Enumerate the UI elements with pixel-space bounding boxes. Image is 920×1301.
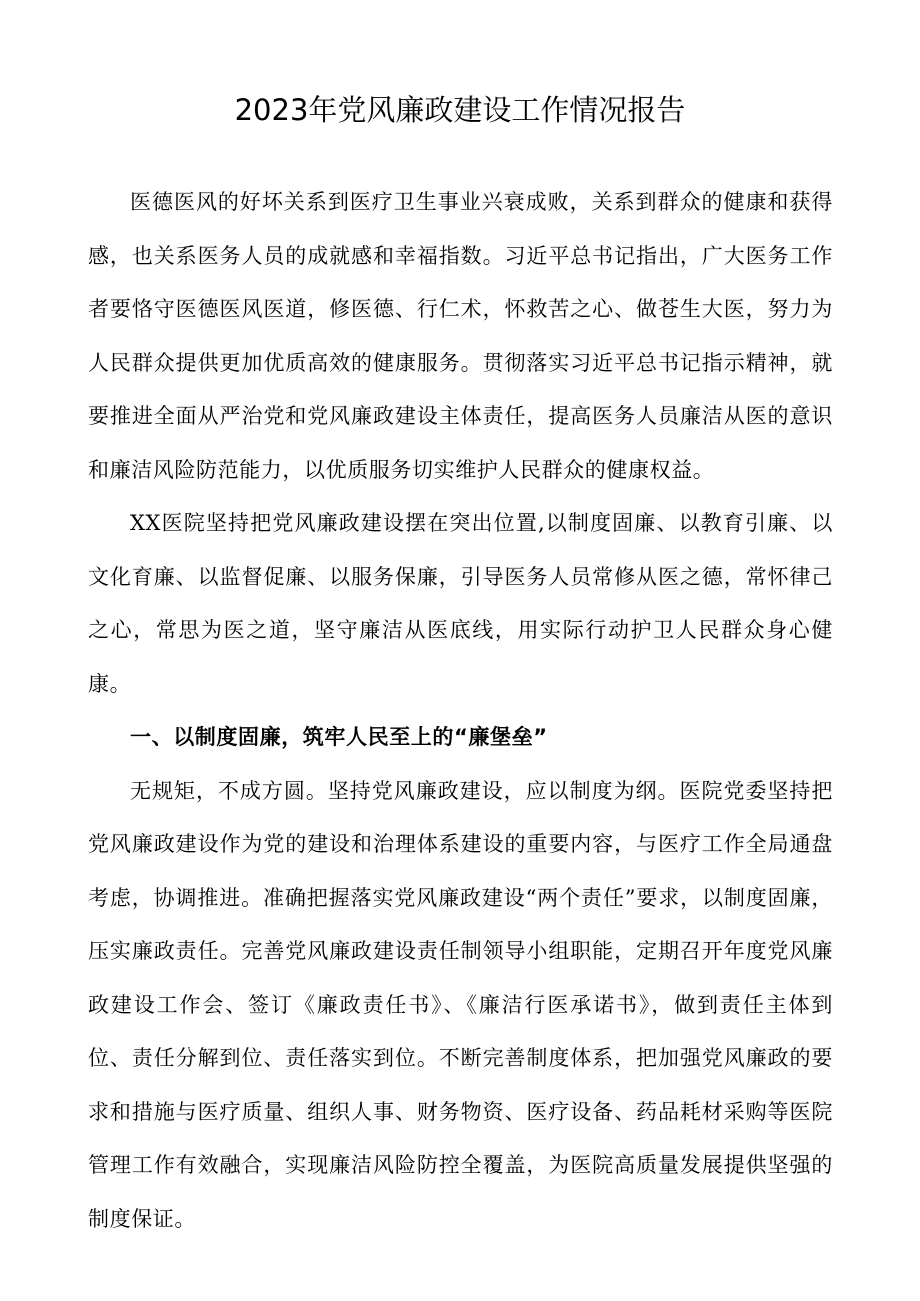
section-paragraph: 无规矩，不成方圆。坚持党风廉政建设，应以制度为纲。医院党委坚持把党风廉政建设作为党的建设和治理体系建设的重要内容，与医疗工作全局通盘考虑，协调推进。准确把握落实党风廉政建设“两个责任”要求，以制度固廉，压实廉政责任。完善党风廉政建设责任制领导小组职能，定期召开年度党风廉政建设工作会、签订《廉政责任书》、《廉洁行医承诺书》，做到责任主体到位、责任分解到位、责任落实到位。不断完善制度体系，把加强党风廉政的要求和措施与医疗质量、组织人事、财务物资、医疗设备、药品耗材采购等医院管理工作有效融合，实现廉洁风险防控全覆盖，为医院高质量发展提供坚强的制度保证。	[88, 778, 833, 1231]
document-body	[88, 176, 833, 1246]
intro-paragraph: 医德医风的好坏关系到医疗卫生事业兴衰成败，关系到群众的健康和获得感，也关系医务人员的成就感和幸福指数。习近平总书记指出，广大医务工作者要恪守医德医风医道，修医德、行仁术，怀救苦之心、做苍生大医，努力为人民群众提供更加优质高效的健康服务。贯彻落实习近平总书记指示精神，就要推进全面从严治党和党风廉政建设主体责任，提高医务人员廉洁从医的意识和廉洁风险防范能力，以优质服务切实维护人民群众的健康权益。	[88, 190, 833, 482]
overview-paragraph: XX医院坚持把党风廉政建设摆在突出位置,以制度固廉、以教育引廉、以文化育廉、以监督促廉、以服务保廉，引导医务人员常修从医之德，常怀律己之心，常思为医之道，坚守廉洁从医底线，用实际行动护卫人民群众身心健康。	[88, 511, 833, 696]
document-title: 2023年党风廉政建设工作情况报告	[234, 93, 686, 127]
section-heading: 一、以制度固廉，筑牢人民至上的“廉堡垒”	[130, 725, 548, 749]
